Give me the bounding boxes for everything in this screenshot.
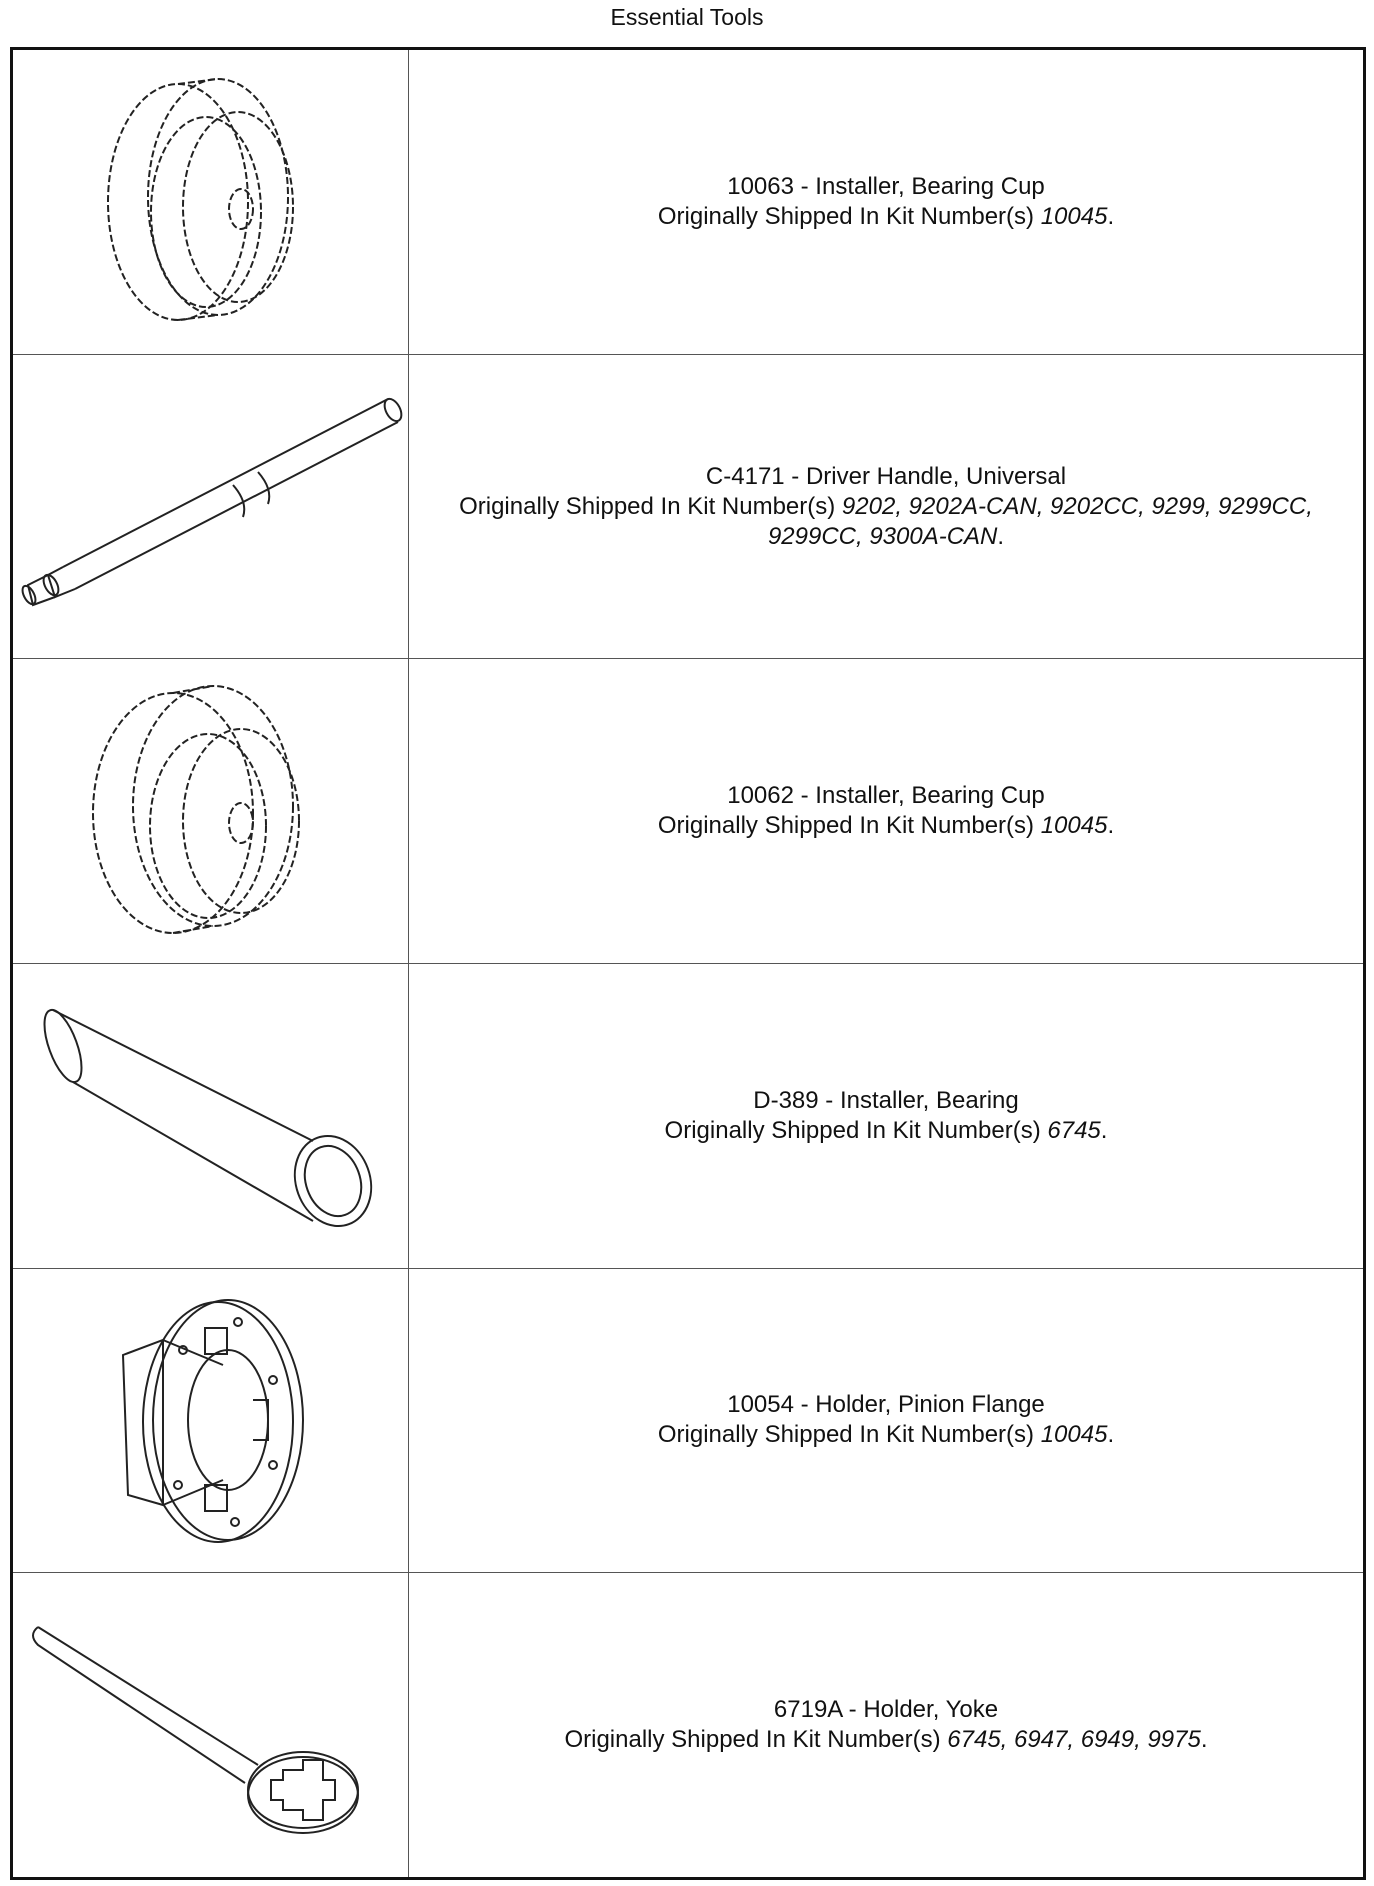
separator: - [784,462,806,490]
kit-suffix: . [1107,202,1115,230]
tools-table [10,47,1366,1880]
separator: - [793,1391,816,1419]
bearing-cup-installer-icon [13,661,408,961]
tool-image-cell [12,659,409,964]
tool-image-cell [12,963,409,1268]
kit-numbers: 9202, 9202A-CAN, 9202CC, 9299, 9299CC, 9299CC, 9300A-CAN [767,492,1313,550]
driver-handle-icon [13,357,408,657]
kit-label: Originally Shipped In Kit Number(s) [564,1726,948,1754]
page-title: Essential Tools [610,4,764,30]
tool-name: Holder, Yoke [863,1696,999,1724]
tool-name: Installer, Bearing Cup [815,782,1045,810]
separator: - [793,172,816,200]
bearing-cup-installer-icon [13,52,408,352]
kit-label: Originally Shipped In Kit Number(s) [657,1421,1041,1449]
kit-numbers: 10045 [1040,202,1108,230]
tool-code: 6719A [773,1696,842,1724]
table-row [12,1268,1365,1573]
tool-description [409,354,1365,659]
tool-code: 10054 [727,1391,794,1419]
tool-name: Installer, Bearing Cup [815,172,1045,200]
separator: - [818,1086,840,1114]
yoke-holder-icon [13,1575,408,1875]
tool-code: 10062 [727,782,794,810]
tool-description [409,1573,1365,1879]
tool-image-cell [12,49,409,355]
tool-image-cell [12,354,409,659]
kit-label: Originally Shipped In Kit Number(s) [657,812,1041,840]
tool-description [409,963,1365,1268]
tool-code: C-4171 [705,462,785,490]
separator: - [841,1696,864,1724]
kit-numbers: 10045 [1040,812,1108,840]
table-row [12,49,1365,355]
kit-suffix: . [997,522,1005,550]
tool-name: Driver Handle, Universal [805,462,1067,490]
table-row [12,659,1365,964]
table-row [12,963,1365,1268]
kit-suffix: . [1200,1726,1208,1754]
kit-numbers: 6745, 6947, 6949, 9975 [947,1726,1201,1754]
kit-suffix: . [1107,812,1115,840]
tool-description [409,1268,1365,1573]
tool-description [409,49,1365,355]
tool-name: Holder, Pinion Flange [815,1391,1045,1419]
bearing-installer-tube-icon [13,966,408,1266]
table-row [12,1573,1365,1879]
pinion-flange-holder-icon [13,1270,408,1570]
tool-code: 10063 [727,172,794,200]
tool-image-cell [12,1268,409,1573]
kit-numbers: 10045 [1040,1421,1108,1449]
kit-label: Originally Shipped In Kit Number(s) [664,1116,1048,1144]
tool-image-cell [12,1573,409,1879]
tool-name: Installer, Bearing [839,1086,1019,1114]
table-row [12,354,1365,659]
kit-suffix: . [1107,1421,1115,1449]
tool-code: D-389 [753,1086,819,1114]
kit-numbers: 6745 [1047,1116,1101,1144]
kit-label: Originally Shipped In Kit Number(s) [657,202,1041,230]
kit-suffix: . [1100,1116,1108,1144]
tool-description [409,659,1365,964]
kit-label: Originally Shipped In Kit Number(s) [459,492,842,520]
separator: - [793,782,816,810]
